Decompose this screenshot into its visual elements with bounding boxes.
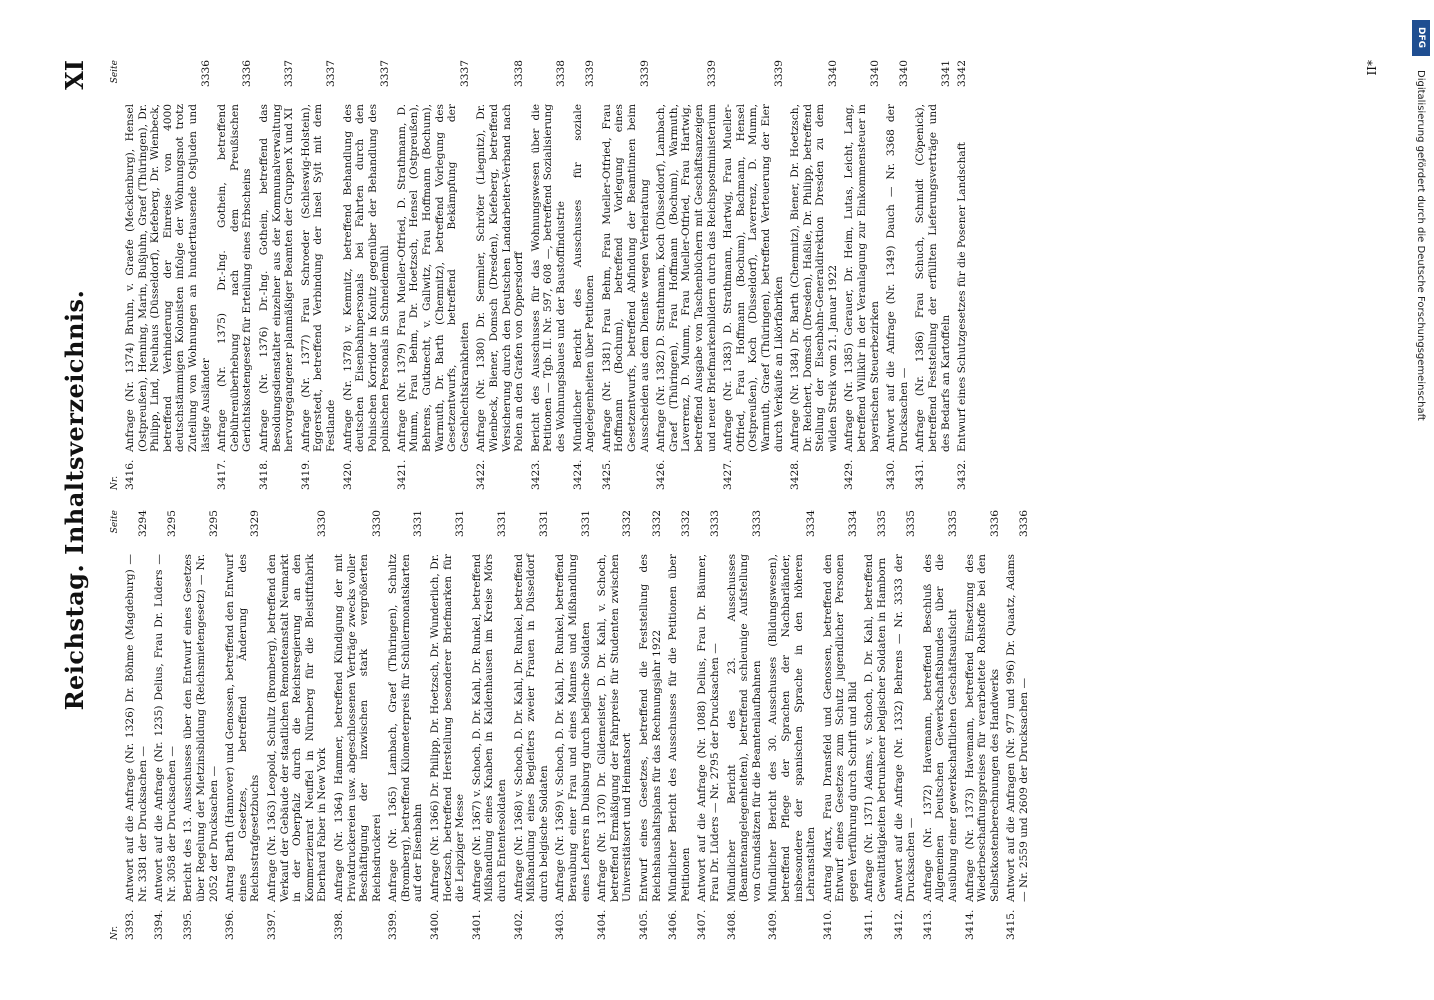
entry-number: 3394.	[153, 909, 166, 940]
entry-number: 3410.	[821, 909, 834, 940]
entry-text: Mündlicher Bericht des Ausschusses für die Petitionen über Petitionen	[667, 554, 692, 902]
entry-page: 3337	[458, 60, 471, 87]
entry-number: 3393.	[124, 909, 136, 940]
entry-page: 3295	[165, 510, 178, 537]
entry-number: 3430.	[885, 459, 898, 490]
entry-page: 3338	[513, 60, 526, 87]
entry-page: 3336	[199, 60, 212, 87]
entry-number: 3396.	[224, 909, 237, 940]
column-header	[110, 60, 124, 490]
entry-text: Anfrage (Nr. 1367) v. Schoch, D. Dr. Kahl, Dr. Runkel, betreffend Mißhandlung eines Knaben in Kaldenhausen im Kreise Mörs durch Ententesoldaten	[470, 554, 509, 902]
toc-entry	[885, 60, 910, 490]
toc-entry	[513, 510, 551, 940]
entry-text: Entwurf eines Gesetzes, betreffend die Feststellung des Reichshaushaltsplans für das Rechnungsjahr 1922	[637, 554, 663, 902]
entry-page: 3336	[1018, 510, 1030, 537]
entry-page: 3333	[750, 510, 763, 537]
entry-page: 3342	[956, 60, 969, 87]
toc-entry	[956, 60, 969, 490]
entry-page: 3339	[772, 60, 785, 87]
toc-entry	[342, 60, 392, 490]
toc-entry	[300, 60, 338, 490]
seite-label: Seite	[110, 510, 120, 534]
toc-entry	[471, 510, 509, 940]
toc-entry	[726, 510, 764, 940]
toc-entry	[696, 510, 721, 940]
entry-page: 3295	[207, 510, 220, 537]
entry-text: Anfrage (Nr. 1379) Frau Mueller-Otfried, D. Strathmann, D. Mumm, Frau Behm, Dr. Hoetzsch, Hensel (Ostpreußen), Behrens, Gutknecht, v. Gallwitz, Frau Hoffmann (Bochum), Warmuth, Dr. Barth (Chemnitz), betreffend Vorlegung des Gesetzentwurfs, betreffend Bekämpfung der Geschlechtskrankheiten	[395, 104, 471, 452]
entry-number: 3404.	[596, 909, 609, 940]
toc-entry	[596, 510, 634, 940]
entry-number: 3424.	[571, 459, 584, 490]
entry-page: 3331	[496, 510, 509, 537]
right-entry-list	[124, 60, 969, 490]
entry-text: Anfrage (Nr. 1378) v. Kemnitz, betreffend Behandlung des deutschen Eisenbahnpersonals bei Fahrten durch den Polnischen Korridor in Konitz gegenüber der Behandlung des polnischen Personals in Schneidemühl	[341, 104, 392, 452]
entry-text: Anfrage (Nr. 1380) Dr. Semmler, Schröter (Liegnitz), Dr. Wienbeck, Biener, Domsch (Dresden), Kiefeberg, betreffend Versicherung durch den Deutschen Landarbeiter-Verband nach Polen an den Grafen von Oppersdorff	[475, 104, 526, 452]
entry-number: 3420.	[341, 459, 354, 490]
entry-text: Bericht des 13. Ausschusses über den Entwurf eines Gesetzes über Regelung der Mietzinsbildung (Reichsmietengesetz) — Nr. 2052 der Drucksachen —	[182, 554, 220, 902]
entry-number: 3406.	[667, 909, 680, 940]
entry-text: Anfrage (Nr. 1385) Gerauer, Dr. Heim, Lutas, Leicht, Lang, betreffend Willkür in der Veranlagung zur Einkommensteuer in bayerischen Steuerbezirken	[843, 104, 881, 452]
entry-number: 3426.	[655, 459, 668, 490]
entry-page: 3333	[708, 510, 721, 537]
dfg-logo: DFG	[1412, 20, 1430, 56]
entry-page: 3294	[136, 510, 149, 537]
column-header	[110, 510, 124, 940]
toc-entry	[914, 60, 952, 490]
entry-number: 3398.	[332, 909, 345, 940]
entry-page: 3330	[316, 510, 329, 537]
entry-text: Anfrage (Nr. 1368) v. Schoch, D. Dr. Kahl, Dr. Runkel, betreffend Mißhandlung eines Begleiters zweier Frauen in Düsseldorf durch belgische Soldaten	[512, 554, 550, 902]
entry-number: 3418.	[257, 459, 270, 490]
entry-page: 3338	[555, 60, 567, 87]
entry-number: 3409.	[767, 909, 780, 940]
toc-entry	[964, 510, 1002, 940]
toc-entry	[554, 510, 592, 940]
entry-text: Anfrage (Nr. 1370) Dr. Gildemeister, D. Dr. Kahl, v. Schoch, betreffend Ermäßigung der Fahrpreise für Studenten zwischen Universitätsort und Heimatsort	[596, 554, 634, 902]
entry-text: Entwurf eines Schutzgesetzes für die Posener Landschaft	[956, 142, 969, 452]
entry-page: 3339	[584, 60, 597, 87]
toc-entry	[655, 60, 718, 490]
toc-entry	[822, 510, 860, 940]
toc-entry	[601, 60, 651, 490]
entry-text: Anfrage (Nr. 1364) Hammer, betreffend Kündigung der mit Privatdruckereien usw. abgeschlossenen Verträge zwecks voller Beschäftigung der inzwischen stark vergrößerten Reichsdruckerei	[332, 554, 383, 902]
toc-entry	[530, 60, 568, 490]
seite-label: Seite	[110, 60, 120, 84]
entry-text: Anfrage (Nr. 1377) Frau Schroeder (Schleswig-Holstein), Eggerstedt, betreffend Verbindung der Insel Sylt mit dem Festlande	[299, 104, 337, 452]
toc-entry	[638, 510, 663, 940]
toc-entry	[216, 60, 254, 490]
entry-text: Mündlicher Bericht des Ausschusses für soziale Angelegenheiten über Petitionen	[571, 104, 597, 452]
entry-text: Anfrage (Nr. 1376) Dr.-Ing. Gothein, betreffend das Besoldungsdienstalter einzelner aus der Kommunalverwaltung hervorgegangener planmäßiger Beamten der Gruppen X und XI	[257, 104, 296, 452]
toc-entry	[266, 510, 329, 940]
entry-text: Anfrage (Nr. 1374) Bruhn, v. Graefe (Mecklenburg), Hensel (Ostpreußen), Henning, Marin, Bußjuhn, Graef (Thüringen), Dr. Philipp, Lind, Neuhaus (Düsseldorf), Kiefeberg, Dr. Wienbeck, betreffend Verhinderung der Einreise von 4000 deutschstämmigen Kolonisten infolge der Wohnungsnot trotz Zuteilung von Wohnungen an hunderttausende Ostjuden und lästige Ausländer	[124, 104, 212, 452]
entry-number: 3415.	[1005, 909, 1018, 940]
entry-text: Mündlicher Bericht des 23. Ausschusses (Beamtenangelegenheiten), betreffend schleunige Aufstellung von Grundsätzen für die Beamtenlaufbahnen	[725, 554, 763, 902]
entry-text: Anfrage (Nr. 1365) Lambach, Graef (Thüringen), Schultz (Bromberg), betreffend Kilometerpreis für Schülermonatskarten auf der Eisenbahn	[387, 554, 425, 902]
entry-number: 3399.	[387, 909, 400, 940]
entry-page: 3331	[537, 510, 550, 537]
entry-number: 3417.	[216, 459, 229, 490]
right-column	[110, 60, 973, 490]
entry-page: 3329	[249, 510, 262, 537]
toc-entry	[153, 510, 178, 940]
entry-text: Antwort auf die Anfragen (Nr. 977 und 996) Dr. Quaatz, Adams — Nr. 2559 und 2609 der Drucksachen —	[1005, 554, 1030, 902]
entry-text: Anfrage (Nr. 1386) Frau Schuch, Schmidt (Cöpenick), betreffend Feststellung der erfüllten Lieferungsverträge und des Bedarfs an Kartoffeln	[914, 104, 952, 452]
toc-entry	[722, 60, 785, 490]
entry-text: Antwort auf die Anfrage (Nr. 1332) Behrens — Nr. 3333 der Drucksachen —	[892, 554, 918, 902]
entry-text: Anfrage (Nr. 1371) Adams, v. Schoch, D. Dr. Kahl, betreffend Gewalttätigkeiten betrunkener belgischer Soldaten in Hamborn	[863, 554, 889, 902]
entry-text: Antwort auf die Anfrage (Nr. 1235) Delius, Frau Dr. Lüders — Nr. 3058 der Drucksachen —	[153, 554, 178, 902]
entry-text: Antwort auf die Anfrage (Nr. 1349) Dauch — Nr. 3368 der Drucksachen —	[885, 104, 910, 452]
entry-page: 3332	[621, 510, 634, 537]
entry-page: 3337	[379, 60, 392, 87]
entry-page: 3340	[868, 60, 881, 87]
entry-page: 3336	[241, 60, 254, 87]
toc-entry	[863, 510, 888, 940]
nr-label: Nr.	[110, 925, 120, 940]
entry-number: 3429.	[843, 459, 856, 490]
entry-page: 3331	[412, 510, 425, 537]
entry-number: 3432.	[956, 459, 969, 490]
entry-number: 3423.	[529, 459, 542, 490]
rotated-page-content	[60, 60, 1400, 940]
toc-entry	[767, 510, 817, 940]
entry-page: 3339	[638, 60, 651, 87]
entry-page: 3330	[370, 510, 383, 537]
toc-entry	[387, 510, 425, 940]
entry-text: Antwort auf die Anfrage (Nr. 1326) Dr. Böhme (Magdeburg) — Nr. 3381 der Drucksachen —	[124, 554, 149, 902]
entry-page: 3341	[939, 60, 952, 87]
entry-number: 3400.	[429, 909, 442, 940]
digitization-note: Digitalisierung gefördert durch die Deutsche Forschungsgemeinschaft	[1415, 70, 1426, 421]
signature-mark: II*	[1365, 60, 1379, 76]
toc-entry	[333, 510, 383, 940]
entry-page: 3334	[846, 510, 859, 537]
entry-page: 3337	[324, 60, 337, 87]
entry-page: 3340	[826, 60, 839, 87]
toc-entry	[429, 510, 467, 940]
entry-number: 3407.	[696, 909, 709, 940]
digitization-sidebar	[1412, 10, 1430, 990]
entry-number: 3413.	[921, 909, 934, 940]
left-column	[110, 510, 1035, 940]
entry-text: Anfrage (Nr. 1381) Frau Behm, Frau Mueller-Otfried, Frau Hoffmann (Bochum), betreffend Vorlegung eines Gesetzentwurfs, betreffend Abfindung der Beamtinnen beim Ausscheiden aus dem Dienste wegen Verheiratung	[600, 104, 651, 452]
entry-text: Anfrage (Nr. 1366) Dr. Philipp, Dr. Hoetzsch, Dr. Wunderlich, Dr. Hoetzsch, betreffend Herstellung besonderer Briefmarken für die Leipziger Messe	[429, 554, 467, 902]
toc-entry	[789, 60, 839, 490]
entry-text: Antwort auf die Anfrage (Nr. 1088) Delius, Frau Dr. Bäumer, Frau Dr. Lüders — Nr. 2795 der Drucksachen —	[696, 554, 721, 902]
nr-label: Nr.	[110, 475, 120, 490]
toc-entry	[922, 510, 960, 940]
entry-page: 3340	[897, 60, 910, 87]
toc-entry	[124, 60, 212, 490]
toc-entry	[843, 60, 881, 490]
entry-text: Mündlicher Bericht des 30. Ausschusses (Bildungswesen), betreffend Pflege der Sprachen der Nachbarländer, insbesondere der spanischen Sprache in den höheren Lehranstalten	[767, 554, 818, 902]
entry-page: 3331	[454, 510, 467, 537]
entry-number: 3403.	[554, 909, 567, 940]
entry-number: 3419.	[299, 459, 312, 490]
entry-page: 3334	[805, 510, 818, 537]
page-number: XI	[60, 60, 89, 90]
entry-number: 3421.	[395, 459, 408, 490]
toc-entry	[667, 510, 692, 940]
toc-entry	[1005, 510, 1030, 940]
toc-entry	[182, 510, 220, 940]
entry-text: Anfrage (Nr. 1383) D. Strathmann, Hartwig, Frau Mueller-Otfried, Frau Hoffmann (Bochum), Bachmann, Hensel (Ostpreußen), Koch (Düsseldorf), Laverrenz, D. Mumm, Warmuth, Graef (Thüringen), betreffend Verteuerung der Eier durch Verkäufe an Likörfabriken	[722, 104, 785, 452]
toc-entry	[572, 60, 597, 490]
entry-number: 3397.	[265, 909, 278, 940]
entry-page: 3331	[579, 510, 592, 537]
entry-number: 3395.	[182, 909, 195, 940]
entry-text: Anfrage (Nr. 1373) Havemann, betreffend Einsetzung des Wiederbeschaffungspreises für verarbeitete Rohstoffe bei den Selbstkostenberechnungen des Handwerks	[963, 554, 1001, 902]
entry-number: 3408.	[725, 909, 738, 940]
toc-entry	[893, 510, 918, 940]
toc-entry	[258, 60, 296, 490]
entry-number: 3414.	[963, 909, 976, 940]
entry-number: 3416.	[124, 459, 136, 490]
entry-number: 3405.	[637, 909, 650, 940]
entry-number: 3411.	[863, 909, 876, 940]
entry-text: Anfrage (Nr. 1363) Leopold, Schultz (Bromberg), betreffend den Verkauf der Gebäude der staatlichen Remonteanstalt Neumarkt in der Oberpfalz durch die Reichsregierung an den Kommerzienrat Neuffel in Nürnberg für die Bleistiftfabrik Eberhard Faber in New York	[265, 554, 329, 902]
toc-entry	[475, 60, 525, 490]
entry-number: 3401.	[470, 909, 483, 940]
entry-number: 3431.	[914, 459, 927, 490]
entry-text: Antrag Barth (Hannover) und Genossen, betreffend den Entwurf eines Gesetzes, betreffend Änderung des Reichsstrafgesetzbuchs	[224, 554, 262, 902]
entry-page: 3332	[650, 510, 663, 537]
entry-number: 3402.	[512, 909, 525, 940]
entry-number: 3428.	[789, 459, 802, 490]
left-entry-list	[124, 510, 1031, 940]
entry-number: 3412.	[892, 909, 905, 940]
entry-text: Anfrage (Nr. 1384) Dr. Barth (Chemnitz), Biener, Dr. Hoetzsch, Dr. Reichert, Domsch (Dresden), Haßlie, Dr. Philipp, betreffend Stellung der Eisenbahn-Generaldirektion Dresden zu dem wilden Streik vom 21. Januar 1922	[789, 104, 839, 452]
entry-page: 3336	[988, 510, 1001, 537]
entry-page: 3335	[905, 510, 918, 537]
entry-number: 3425.	[600, 459, 613, 490]
entry-page: 3335	[876, 510, 889, 537]
toc-entry	[396, 60, 472, 490]
entry-text: Anfrage (Nr. 1375) Dr.-Ing. Gothein, betreffend Gebührenüberhebung nach dem Preußischen Gerichtskostengesetz für Erteilung eines Erbscheins	[216, 104, 254, 452]
entry-page: 3332	[679, 510, 692, 537]
toc-entry	[124, 510, 149, 940]
page-header	[60, 60, 100, 940]
toc-entry	[224, 510, 262, 940]
page-title: Reichstag. Inhaltsverzeichnis.	[60, 289, 89, 711]
entry-text: Anfrage (Nr. 1369) v. Schoch, D. Dr. Kahl, Dr. Runkel, betreffend Beraubung einer Frau und eines Mannes und Mißhandlung eines Lehrers in Duisburg durch belgische Soldaten	[554, 554, 592, 902]
entry-number: 3427.	[722, 459, 735, 490]
entry-number: 3422.	[475, 459, 488, 490]
entry-text: Anfrage (Nr. 1372) Havemann, betreffend Beschluß des Allgemeinen Deutschen Gewerkschaftsbundes über die Ausübung einer gewerkschaftlichen Geschäftsaufsicht	[921, 554, 960, 902]
entry-text: Anfrage (Nr. 1382) D. Strathmann, Koch (Düsseldorf), Lambach, Graef (Thüringen), Frau Hoffmann (Bochum), Warmuth, Laverrenz, D. Mumm, Frau Mueller-Otfried, Frau Hartwig, betreffend Ausgabe von Taschenbüchern mit Geschäftsanzeigen und neuer Briefmarkenbildern durch das Reichspostministerium	[655, 104, 718, 452]
entry-page: 3339	[705, 60, 718, 87]
entry-page: 3335	[947, 510, 960, 537]
entry-text: Antrag Marx, Frau Dransfeld und Genossen, betreffend den Entwurf eines Gesetzes zum Schutz jugendlicher Personen gegen Verführung durch Schrift und Bild	[821, 554, 859, 902]
entry-page: 3337	[283, 60, 296, 87]
entry-text: Bericht des Ausschusses für das Wohnungswesen über die Petitionen — Tgb. II. Nr. 597, 608 —, betreffend Sozialisierung des Wohnungsbaues und der Baustoffindustrie	[529, 104, 567, 452]
